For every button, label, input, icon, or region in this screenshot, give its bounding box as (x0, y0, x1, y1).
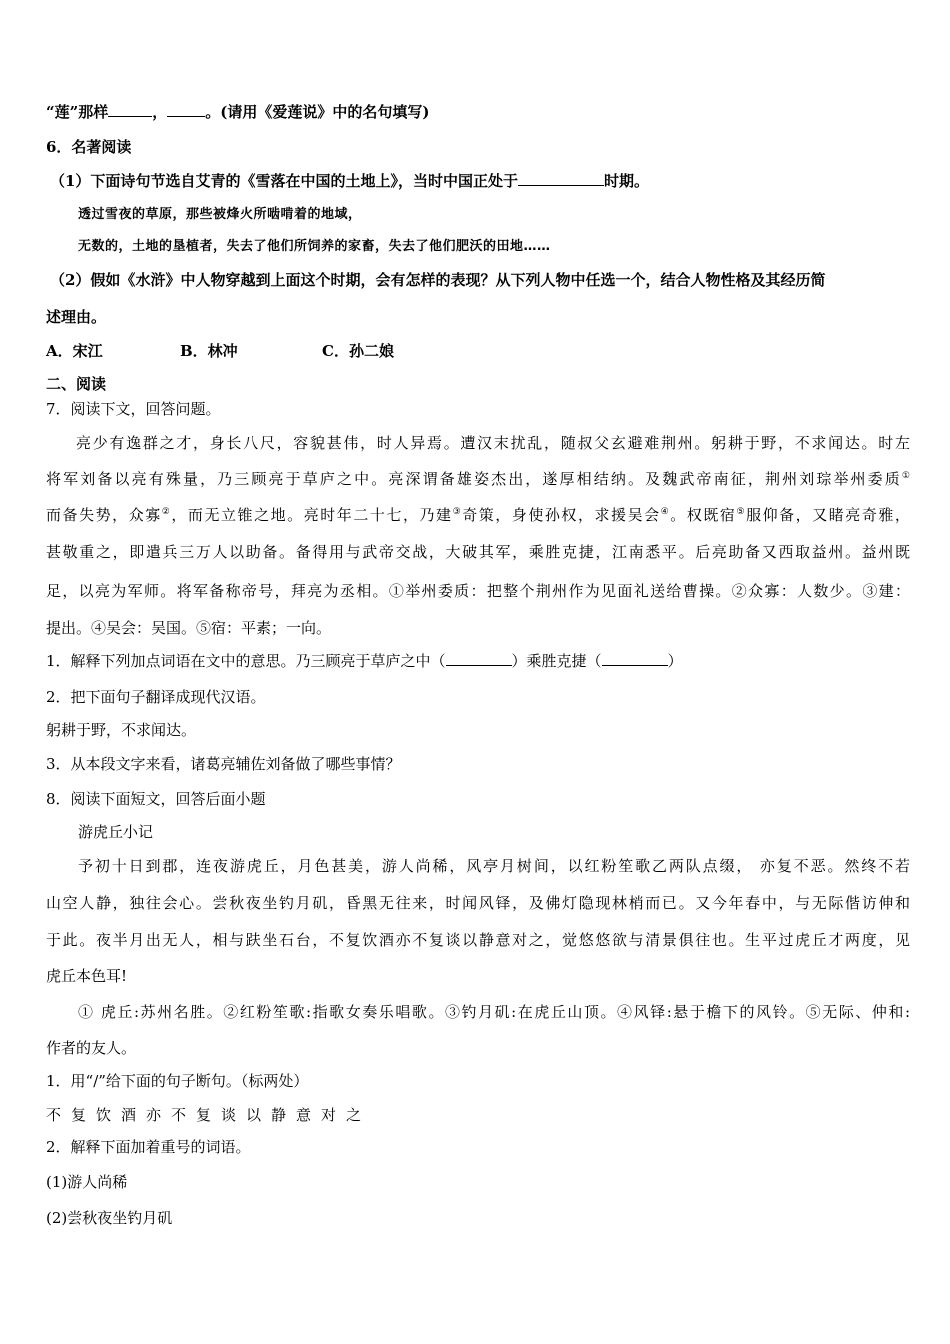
q7-sub2: 2．把下面句子翻译成现代汉语。 (46, 688, 266, 706)
answer-blank[interactable] (446, 651, 512, 666)
passage-line: 山空人静，独往会心。尝秋夜坐钓月矶，昏黑无往来，时闻风铎，及佛灯隐现林梢而已。又今年春中，与无际偕访伸和 (46, 894, 910, 912)
q8-sub2: 2．解释下面加着重号的词语。 (46, 1138, 251, 1156)
q6-part1: （1）下面诗句节选自艾青的《雪落在中国的土地上》，当时中国正处于 时期。 (50, 172, 649, 190)
q6-options (46, 341, 910, 361)
q6-part2-line2: 述理由。 (46, 308, 107, 326)
q8-title: 8．阅读下面短文，回答后面小题 (46, 790, 266, 808)
q6-part2-line1: （2）假如《水浒》中人物穿越到上面这个时期，会有怎样的表现？从下列人物中任选一个，结合人物性格及其经历简 (50, 271, 826, 289)
passage-line: 将军刘备以亮有殊量，乃三顾亮于草庐之中。亮深谓备雄姿杰出，遂厚相结纳。及魏武帝南征，荆州刘琮举州委质① (46, 470, 910, 488)
q6-title: 6．名著阅读 (46, 138, 132, 156)
section-title: 二、阅读 (46, 375, 107, 393)
option-c[interactable]: C．孙二娘 (322, 342, 394, 360)
option-a[interactable]: A．宋江 (46, 342, 103, 360)
passage-line: 于此。夜半月出无人，相与趺坐石台，不复饮酒亦不复谈以静意对之，觉悠悠欲与清景俱往也。生平过虎丘才两度，见 (46, 931, 910, 949)
q7-title: 7．阅读下文，回答问题。 (46, 400, 221, 418)
passage-line: 提出。④吴会：吴国。⑤宿：平素；一向。 (46, 619, 332, 637)
q5-fill-line: “莲”那样 ， 。(请用《爱莲说》中的名句填写) (46, 103, 430, 121)
q8-sub2-item: (1)游人尚稀 (46, 1173, 128, 1191)
passage-line: 足，以亮为军师。将军备称帝号，拜亮为丞相。①举州委质：把整个荆州作为见面礼送给曹操。②众寡：人数少。③建： (46, 582, 910, 600)
answer-blank[interactable] (108, 102, 152, 117)
q8-sub1-sentence: 不复饮酒亦不复谈以静意对之 (46, 1106, 372, 1124)
passage-line: 予初十日到郡，连夜游虎丘，月色甚美，游人尚稀，风亭月树间，以红粉笙歌乙两队点缀， 亦复不恶。然终不若 (78, 857, 910, 875)
answer-blank[interactable] (167, 102, 205, 117)
passage-title: 游虎丘小记 (78, 823, 154, 841)
q8-sub2-item: (2)尝秋夜坐钓月矶 (46, 1209, 173, 1227)
passage-line: 亮少有逸群之才，身长八尺，容貌甚伟，时人异焉。遭汉末扰乱，随叔父玄避难荆州。躬耕于野，不求闻达。时左 (76, 434, 910, 452)
passage-line: 甚敬重之，即遣兵三万人以助备。备得用与武帝交战，大破其军，乘胜克捷，江南悉平。后亮助备又西取益州。益州既 (46, 543, 910, 561)
answer-blank[interactable] (518, 171, 604, 186)
poem-line-2: 无数的，土地的垦植者，失去了他们所饲养的家畜，失去了他们肥沃的田地…… (78, 239, 551, 254)
notes-line: 作者的友人。 (46, 1039, 137, 1057)
passage-line: 虎丘本色耳! (46, 967, 128, 985)
q7-sub1: 1．解释下列加点词语在文中的意思。乃三顾亮于草庐之中（ ）乘胜克捷（ ） (46, 652, 683, 670)
q7-sub3: 3．从本段文字来看，诸葛亮辅佐刘备做了哪些事情？ (46, 755, 401, 773)
q8-sub1: 1．用“/”给下面的句子断句。（标两处） (46, 1072, 309, 1090)
poem-line-1: 透过雪夜的草原，那些被烽火所啮啃着的地域， (78, 207, 362, 222)
passage-line: 而备失势，众寡②，而无立锥之地。亮时年二十七，乃建③奇策，身使孙权，求援吴会④。权既宿⑤服仰备，又睹亮奇雅， (46, 506, 910, 524)
notes-line: ① 虎丘:苏州名胜。②红粉笙歌:指歌女奏乐唱歌。③钓月矶:在虎丘山顶。④风铎:悬于檐下的风铃。⑤无际、仲和: (78, 1003, 910, 1021)
q7-sub2-sentence: 躬耕于野，不求闻达。 (46, 721, 197, 739)
answer-blank[interactable] (602, 651, 668, 666)
option-b[interactable]: B．林冲 (180, 342, 238, 360)
